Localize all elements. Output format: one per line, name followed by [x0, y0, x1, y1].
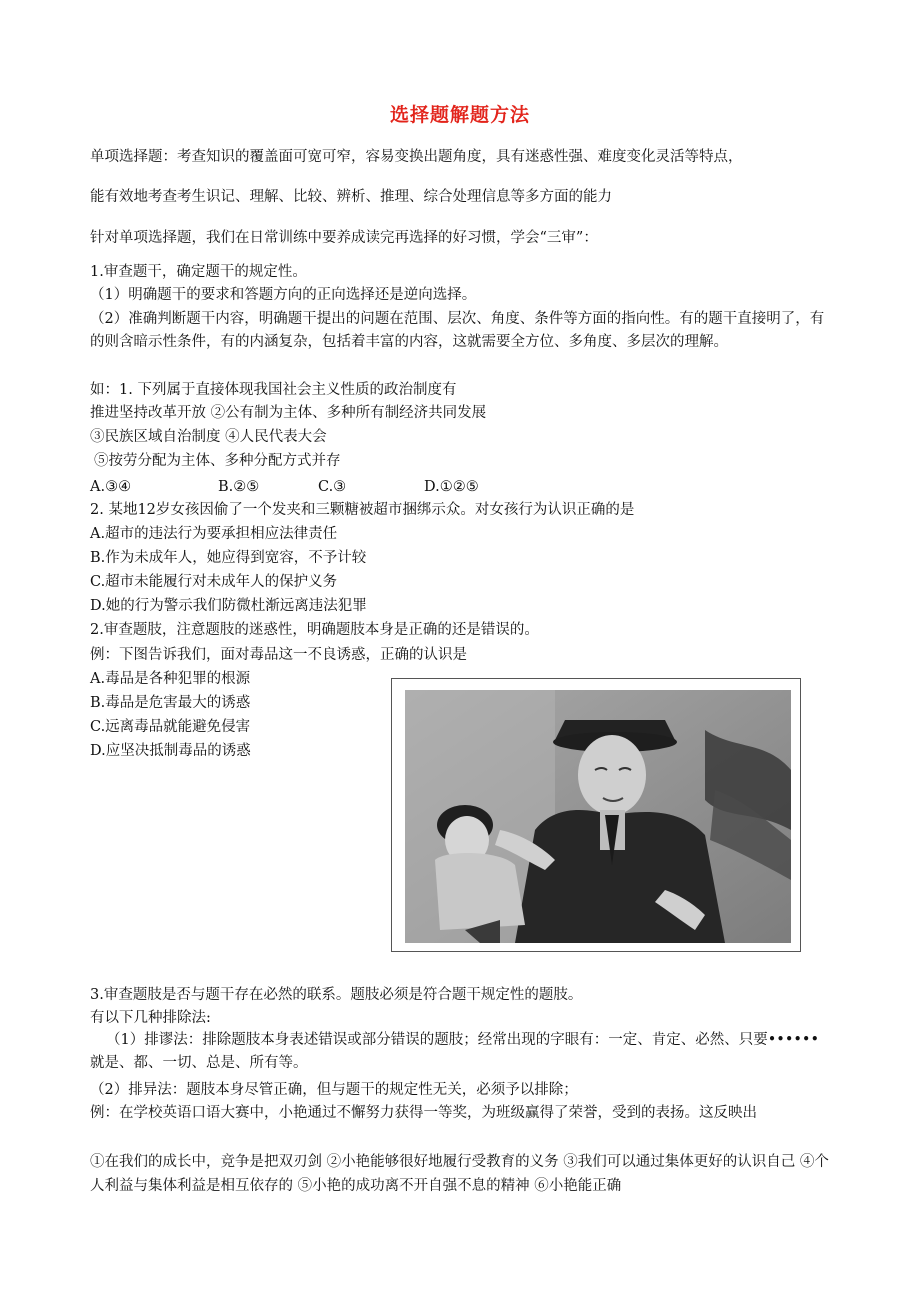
question-3: 例：下图告诉我们，面对毒品这一不良诱惑，正确的认识是 — [90, 647, 467, 663]
answer-d: D.①②⑤ — [424, 479, 479, 495]
intro-line-3: 针对单项选择题，我们在日常训练中要养成读完再选择的好习惯，学会“三审”： — [90, 230, 598, 246]
answer-a: A.③④ — [90, 479, 132, 495]
question-1-option-line-3: ⑤按劳分配为主体、多种分配方式并存 — [94, 453, 341, 469]
question-2-option-d: D.她的行为警示我们防微杜渐远离违法犯罪 — [90, 598, 367, 614]
question-3-option-b: B.毒品是危害最大的诱惑 — [90, 695, 251, 711]
section-3-methods: 有以下几种排除法: — [90, 1010, 211, 1026]
section-1-point-2: （2）准确判断题干内容，明确题干提出的问题在范围、层次、角度、条件等方面的指向性。有的题干直接明了，有的则含暗示性条件，有的内涵复杂，包括着丰富的内容，这就需要全方位、多角度、多层次的理解。 — [90, 311, 825, 350]
method-1: （1）排谬法：排除题肢本身表述错误或部分错误的题肢；经常出现的字眼有：一定、肯定、必然、只要••••••就是、都、一切、总是、所有等。 — [90, 1032, 820, 1071]
question-2-option-a: A.超市的违法行为要承担相应法律责任 — [90, 526, 338, 542]
question-1-option-line-1: 推进坚持改革开放 ②公有制为主体、多种所有制经济共同发展 — [90, 405, 487, 421]
question-2: 2. 某地12岁女孩因偷了一个发夹和三颗糖被超市捆绑示众。对女孩行为认识正确的是 — [90, 502, 635, 518]
question-1: 如：1. 下列属于直接体现我国社会主义性质的政治制度有 — [90, 382, 457, 398]
page-title: 选择题解题方法 — [389, 104, 530, 126]
question-3-option-d: D.应坚决抵制毒品的诱惑 — [90, 743, 251, 759]
question-3-option-c: C.远离毒品就能避免侵害 — [90, 719, 251, 735]
question-4-options: ①在我们的成长中，竞争是把双刃剑 ②小艳能够很好地履行受教育的义务 ③我们可以通过集体更好的认识自己 ④个人利益与集体利益是相互依存的 ⑤小艳的成功离不开自强不息的精神 ⑥小艳能正确 — [90, 1154, 829, 1194]
question-2-option-b: B.作为未成年人，她应得到宽容，不予计较 — [90, 550, 367, 566]
method-2: （2）排异法：题肢本身尽管正确，但与题干的规定性无关，必须予以排除； — [90, 1082, 578, 1098]
question-1-option-line-2: ③民族区域自治制度 ④人民代表大会 — [90, 429, 327, 445]
intro-line-2: 能有效地考查考生识记、理解、比较、辨析、推理、综合处理信息等多方面的能力 — [90, 189, 612, 205]
illustration-image — [405, 690, 791, 943]
illustration-drawing — [405, 690, 791, 943]
question-1-answers — [90, 477, 479, 497]
section-2-heading: 2.审查题肢，注意题肢的迷惑性，明确题肢本身是正确的还是错误的。 — [90, 622, 539, 638]
question-4: 例：在学校英语口语大赛中，小艳通过不懈努力获得一等奖，为班级赢得了荣誉，受到的表扬。这反映出 — [90, 1105, 757, 1121]
question-3-option-a: A.毒品是各种犯罪的根源 — [90, 671, 251, 687]
section-1-point-1: （1）明确题干的要求和答题方向的正向选择还是逆向选择。 — [90, 287, 477, 303]
answer-b: B.②⑤ — [218, 479, 260, 495]
section-1-heading: 1.审查题干，确定题干的规定性。 — [90, 264, 307, 280]
answer-c: C.③ — [318, 479, 347, 495]
drug-temptation-illustration — [391, 678, 801, 952]
question-2-option-c: C.超市未能履行对未成年人的保护义务 — [90, 574, 338, 590]
section-3-heading: 3.审查题肢是否与题干存在必然的联系。题肢必须是符合题干规定性的题肢。 — [90, 987, 583, 1003]
intro-line-1: 单项选择题：考查知识的覆盖面可宽可窄，容易变换出题角度，具有迷惑性强、难度变化灵活等特点， — [90, 149, 743, 165]
